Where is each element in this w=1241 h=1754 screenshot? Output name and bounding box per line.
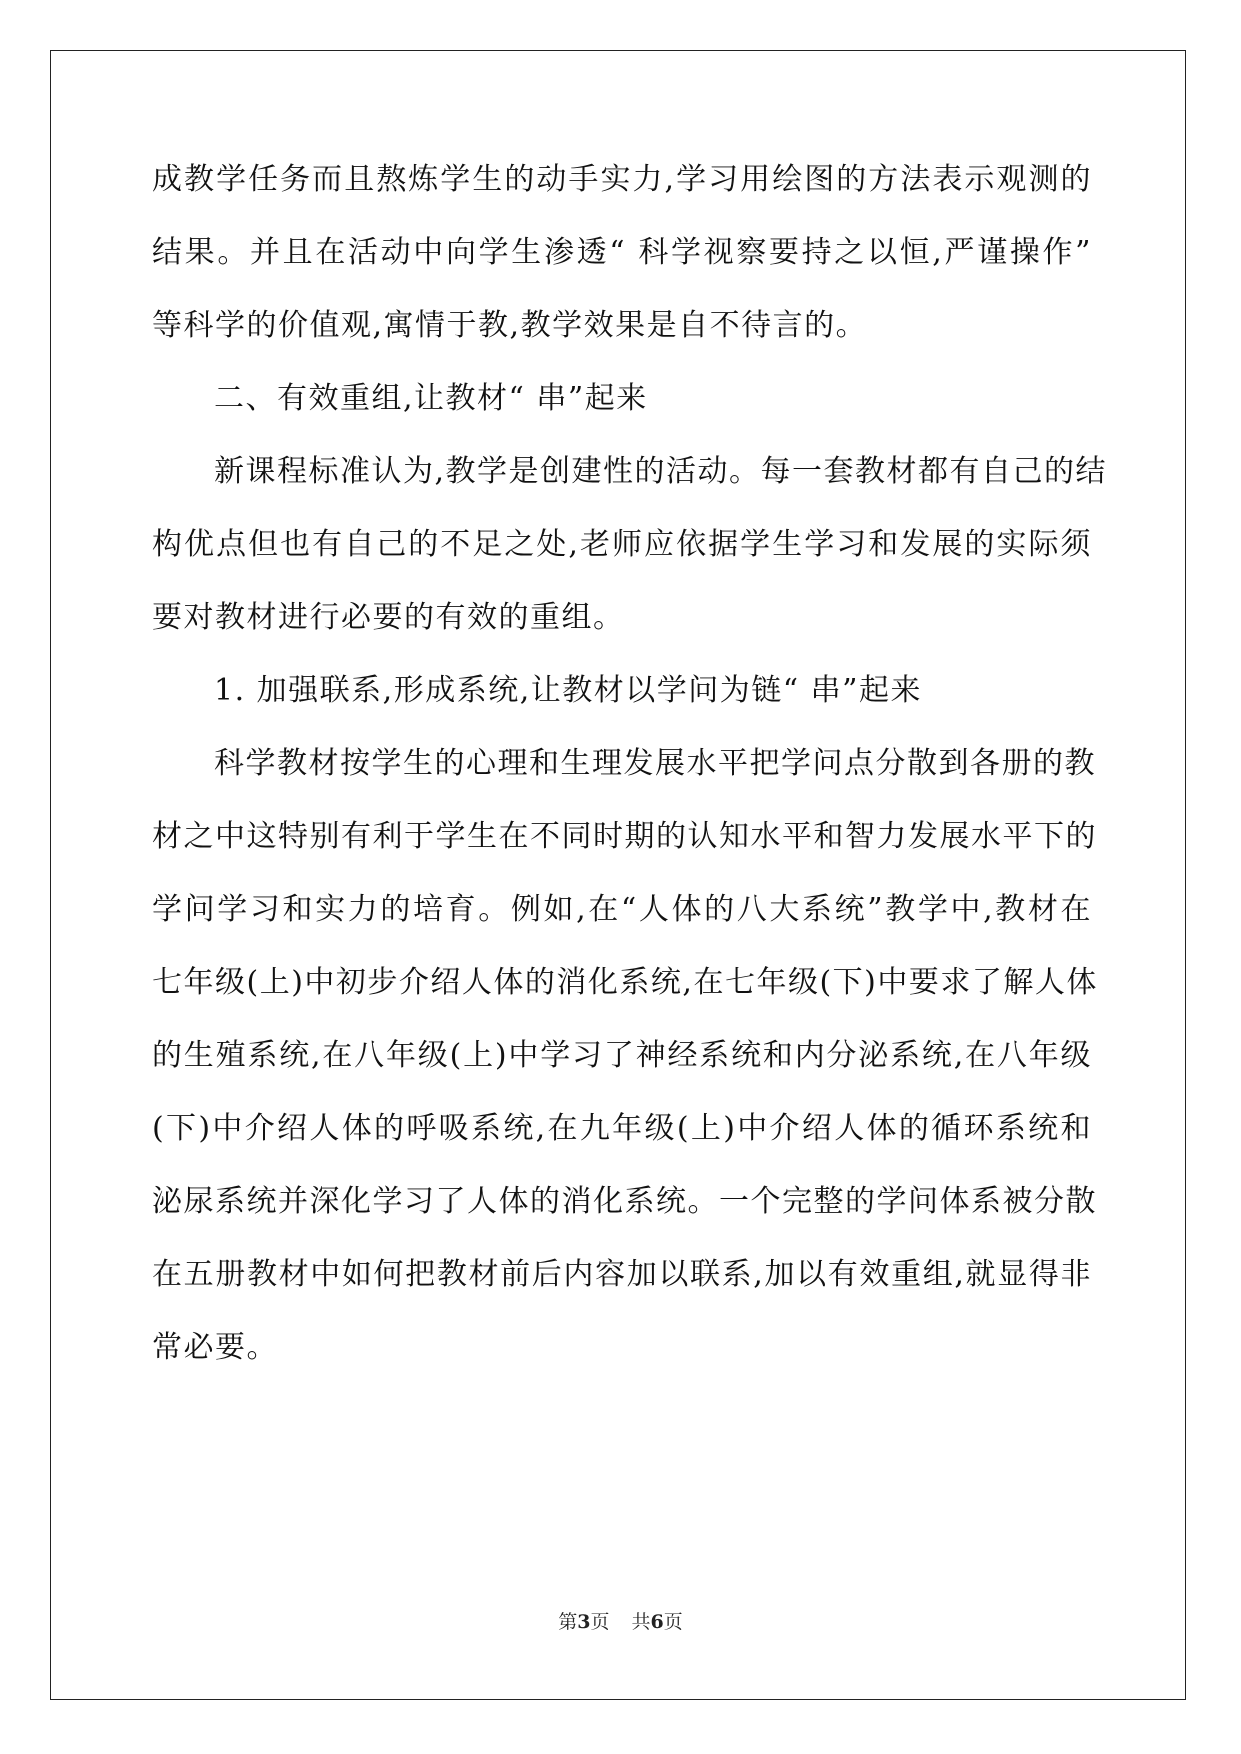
text-line-5: 新课程标准认为,教学是创建性的活动。每一套教材都有自己的结 <box>214 454 1108 489</box>
text-line-13: 的生殖系统,在八年级(上)中学习了神经系统和内分泌系统,在八年级 <box>152 1038 1092 1073</box>
text-line-16: 在五册教材中如何把教材前后内容加以联系,加以有效重组,就显得非 <box>152 1257 1092 1292</box>
footer-total-pages: 6 <box>650 1611 664 1633</box>
footer-total-prefix: 共 <box>631 1611 651 1633</box>
text-line-6: 构优点但也有自己的不足之处,老师应依据学生学习和发展的实际须 <box>152 527 1092 562</box>
footer-page-suffix: 页 <box>590 1611 610 1633</box>
text-line-14: (下)中介绍人体的呼吸系统,在九年级(上)中介绍人体的循环系统和 <box>152 1111 1092 1146</box>
footer-page-number: 3 <box>577 1611 591 1633</box>
text-line-9: 科学教材按学生的心理和生理发展水平把学问点分散到各册的教 <box>214 746 1096 781</box>
page-border <box>50 50 1186 1700</box>
text-line-3: 等科学的价值观,寓情于教,教学效果是自不待言的。 <box>152 308 868 343</box>
page-footer <box>0 1610 1241 1634</box>
footer-total-suffix: 页 <box>663 1611 683 1633</box>
text-line-7: 要对教材进行必要的有效的重组。 <box>152 600 625 635</box>
subsection-heading: 1. 加强联系,形成系统,让教材以学问为链“ 串”起来 <box>214 673 922 708</box>
text-line-12: 七年级(上)中初步介绍人体的消化系统,在七年级(下)中要求了解人体 <box>152 965 1098 1000</box>
text-line-17: 常必要。 <box>152 1330 278 1365</box>
text-line-10: 材之中这特别有利于学生在不同时期的认知水平和智力发展水平下的 <box>152 819 1097 854</box>
footer-page-prefix: 第 <box>558 1611 578 1633</box>
text-line-2: 结果。并且在活动中向学生渗透“ 科学视察要持之以恒,严谨操作” <box>152 235 1092 270</box>
text-line-15: 泌尿系统并深化学习了人体的消化系统。一个完整的学问体系被分散 <box>152 1184 1097 1219</box>
text-line-1: 成教学任务而且熬炼学生的动手实力,学习用绘图的方法表示观测的 <box>152 162 1092 197</box>
text-line-11: 学问学习和实力的培育。例如,在“人体的八大系统”教学中,教材在 <box>152 892 1092 927</box>
section-heading: 二、有效重组,让教材“ 串”起来 <box>214 381 648 416</box>
